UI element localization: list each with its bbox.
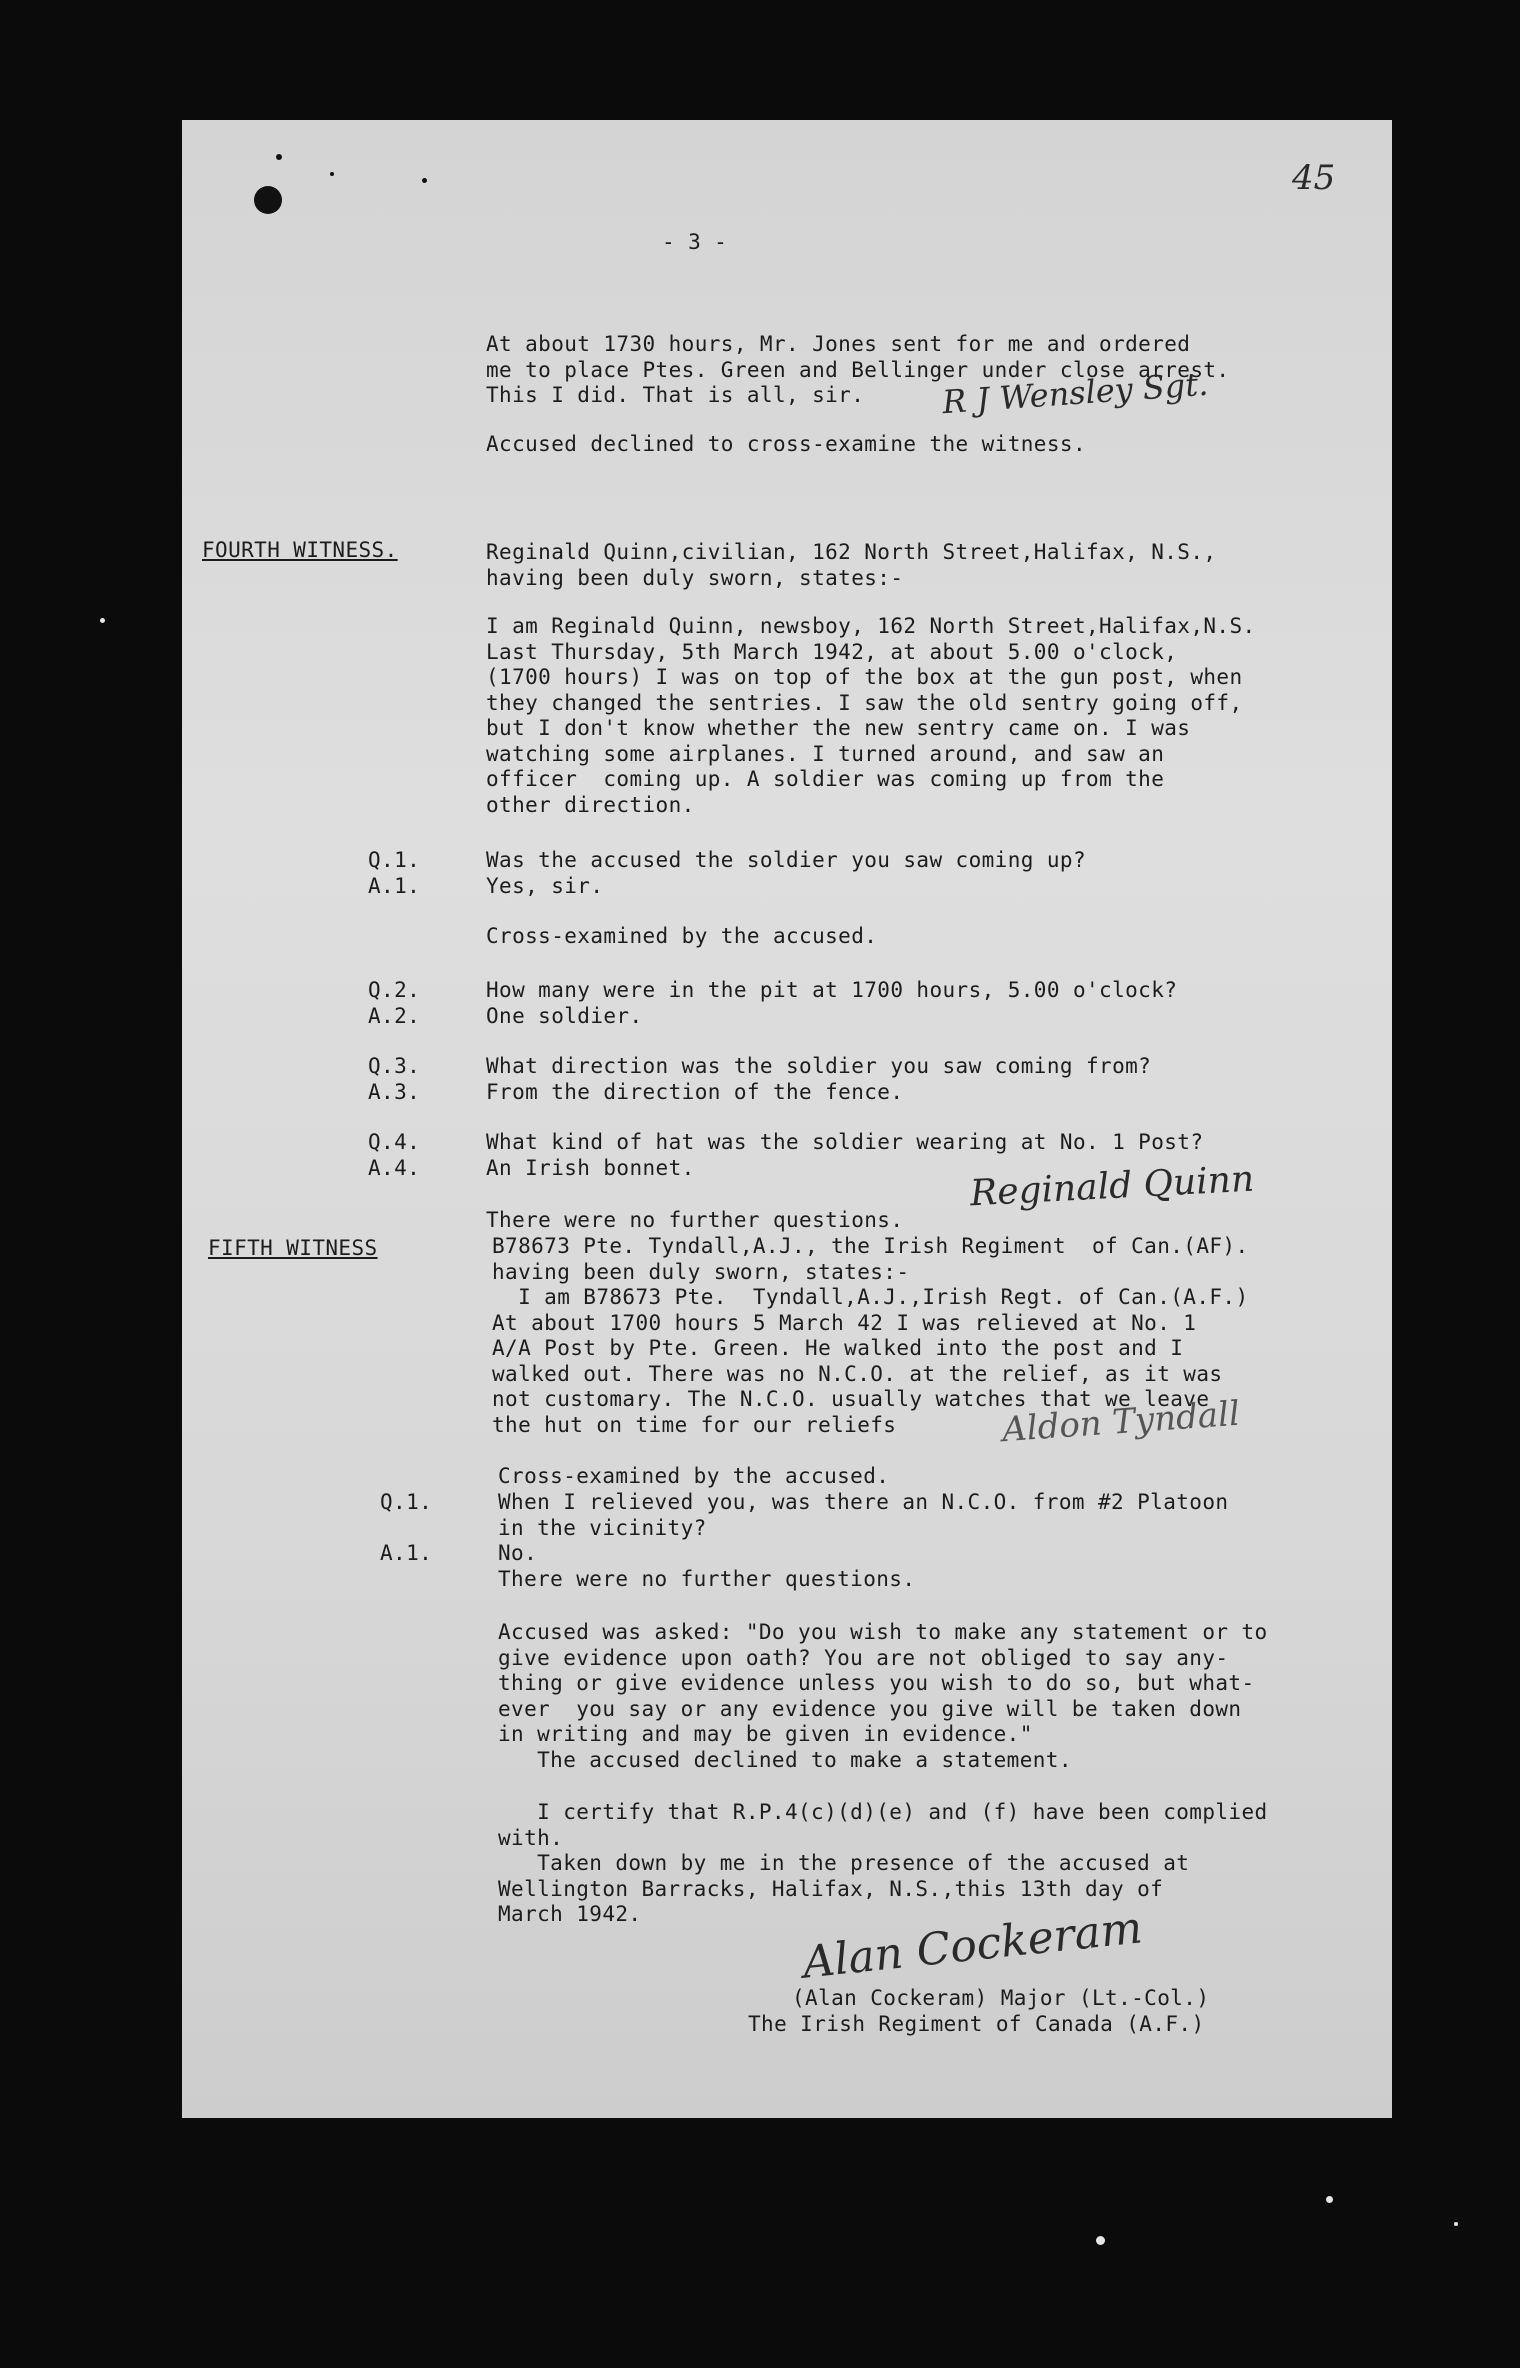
fourth-no-further-questions: There were no further questions. xyxy=(486,1208,904,1232)
declined-cross-examine: Accused declined to cross-examine the witness. xyxy=(486,432,1086,456)
caution-line: The accused declined to make a statement. xyxy=(498,1747,1072,1772)
fourth-witness-statement: but I don't know whether the new sentry came on. I was xyxy=(486,716,1191,740)
film-speck xyxy=(1096,2236,1105,2245)
caution-line: Accused was asked: "Do you wish to make any statement or to xyxy=(498,1620,1268,1644)
folio-number: 45 xyxy=(1292,158,1336,198)
answer-marker: A.3. xyxy=(368,1079,421,1104)
fifth-witness-q1: in the vicinity? xyxy=(498,1515,707,1540)
continuation-line: This I did. That is all, sir. xyxy=(486,383,865,407)
fifth-witness-intro: having been duly sworn, states:- xyxy=(492,1259,910,1284)
fourth-witness-statement: watching some airplanes. I turned around, and saw an xyxy=(486,741,1165,766)
ink-speck xyxy=(276,154,282,160)
cockeram-signature: Alan Cockeram xyxy=(800,1902,1145,1989)
fifth-witness-label: FIFTH WITNESS xyxy=(208,1236,378,1260)
answer-marker: A.4. xyxy=(368,1155,421,1180)
caution-line: thing or give evidence unless you wish to do so, but what- xyxy=(498,1671,1255,1695)
officer-unit-line: The Irish Regiment of Canada (A.F.) xyxy=(748,2012,1205,2036)
fourth-witness-a2: One soldier. xyxy=(486,1003,643,1028)
certification-line: I certify that R.P.4(c)(d)(e) and (f) have been complied xyxy=(498,1800,1268,1824)
fourth-witness-statement: I am Reginald Quinn, newsboy, 162 North Street,Halifax,N.S. xyxy=(486,614,1256,638)
fifth-cross-examined: Cross-examined by the accused. xyxy=(498,1464,890,1488)
certification-line: Taken down by me in the presence of the accused at xyxy=(498,1851,1190,1875)
fifth-witness-statement: not customary. The N.C.O. usually watches that we leave xyxy=(492,1387,1210,1411)
caution-line: in writing and may be given in evidence." xyxy=(498,1722,1033,1746)
fourth-witness-q3: What direction was the soldier you saw coming from? xyxy=(486,1054,1152,1078)
question-marker: Q.3. xyxy=(368,1054,421,1078)
fourth-witness-statement: Last Thursday, 5th March 1942, at about 5.00 o'clock, xyxy=(486,639,1178,664)
question-marker: Q.2. xyxy=(368,978,421,1002)
wensley-signature: R J Wensley Sgt. xyxy=(940,364,1210,422)
fourth-witness-statement: officer coming up. A soldier was coming up from the xyxy=(486,767,1165,791)
punch-hole-mark xyxy=(254,186,282,214)
fourth-witness-q1: Was the accused the soldier you saw coming up? xyxy=(486,848,1086,872)
fourth-cross-examined: Cross-examined by the accused. xyxy=(486,924,878,948)
caution-line: ever you say or any evidence you give will be taken down xyxy=(498,1696,1242,1721)
film-speck xyxy=(100,618,105,623)
fourth-witness-intro: having been duly sworn, states:- xyxy=(486,565,904,590)
quinn-signature: Reginald Quinn xyxy=(969,1158,1256,1215)
answer-marker: A.1. xyxy=(380,1541,433,1565)
fifth-no-further-questions: There were no further questions. xyxy=(498,1566,916,1591)
page-number: - 3 - xyxy=(662,230,728,254)
continuation-line: me to place Ptes. Green and Bellinger under close arrest. xyxy=(486,357,1230,382)
question-marker: Q.1. xyxy=(380,1490,433,1514)
fourth-witness-a3: From the direction of the fence. xyxy=(486,1079,904,1104)
fourth-witness-label: FOURTH WITNESS. xyxy=(202,538,398,562)
answer-marker: A.2. xyxy=(368,1003,421,1028)
film-speck xyxy=(1326,2196,1333,2203)
fourth-witness-a1: Yes, sir. xyxy=(486,873,604,898)
fourth-witness-statement: (1700 hours) I was on top of the box at the gun post, when xyxy=(486,665,1243,689)
fifth-witness-a1: No. xyxy=(498,1541,538,1565)
question-marker: Q.1. xyxy=(368,848,421,872)
certification-line: March 1942. xyxy=(498,1902,642,1926)
document-page xyxy=(182,120,1392,2118)
fifth-witness-statement: I am B78673 Pte. Tyndall,A.J.,Irish Regt. of Can.(A.F.) xyxy=(492,1285,1249,1309)
fifth-witness-statement: walked out. There was no N.C.O. at the relief, as it was xyxy=(492,1361,1223,1386)
officer-name-line: (Alan Cockeram) Major (Lt.-Col.) xyxy=(792,1986,1210,2010)
fifth-witness-q1: When I relieved you, was there an N.C.O. from #2 Platoon xyxy=(498,1490,1229,1514)
certification-line: with. xyxy=(498,1825,564,1850)
fourth-witness-a4: An Irish bonnet. xyxy=(486,1155,695,1180)
fifth-witness-intro: B78673 Pte. Tyndall,A.J., the Irish Regiment of Can.(AF). xyxy=(492,1234,1249,1258)
continuation-line: At about 1730 hours, Mr. Jones sent for me and ordered xyxy=(486,332,1191,356)
film-speck xyxy=(1454,2222,1458,2226)
certification-line: Wellington Barracks, Halifax, N.S.,this 13th day of xyxy=(498,1876,1164,1901)
fifth-witness-statement: A/A Post by Pte. Green. He walked into the post and I xyxy=(492,1336,1184,1360)
fourth-witness-intro: Reginald Quinn,civilian, 162 North Street,Halifax, N.S., xyxy=(486,540,1217,564)
fifth-witness-statement: the hut on time for our reliefs xyxy=(492,1412,897,1437)
fourth-witness-statement: they changed the sentries. I saw the old sentry going off, xyxy=(486,690,1243,715)
tyndall-signature: Aldon Tyndall xyxy=(1000,1393,1242,1451)
caution-line: give evidence upon oath? You are not obliged to say any- xyxy=(498,1645,1229,1670)
fourth-witness-q4: What kind of hat was the soldier wearing at No. 1 Post? xyxy=(486,1130,1204,1154)
ink-speck xyxy=(330,172,334,176)
question-marker: Q.4. xyxy=(368,1130,421,1154)
fourth-witness-q2: How many were in the pit at 1700 hours, 5.00 o'clock? xyxy=(486,978,1178,1002)
fifth-witness-statement: At about 1700 hours 5 March 42 I was relieved at No. 1 xyxy=(492,1310,1197,1335)
ink-speck xyxy=(422,178,427,183)
answer-marker: A.1. xyxy=(368,873,421,898)
fourth-witness-statement: other direction. xyxy=(486,792,695,817)
